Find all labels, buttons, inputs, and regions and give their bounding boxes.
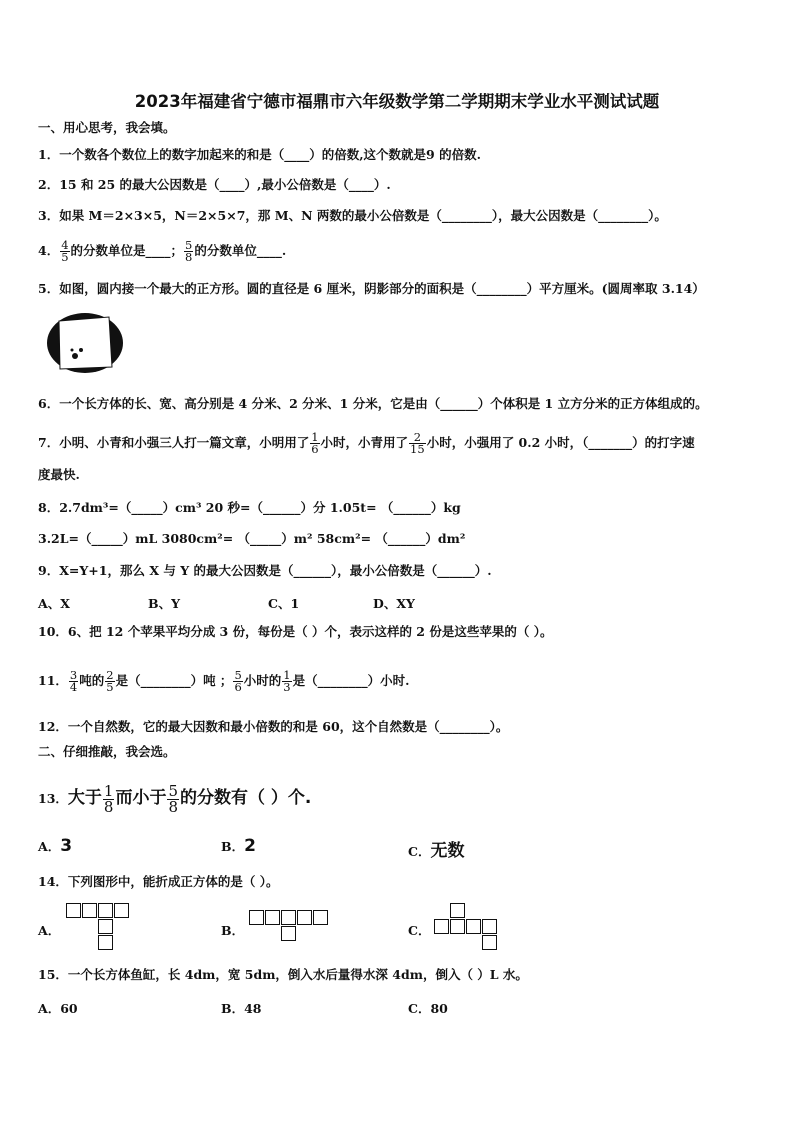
question-11: 11． $\frac{3}{4}$ 吨的 $\frac{2}{5}$ 是（________）吨 ； $\frac{5}{6}$ 小时的 $\frac{1}{3}$ 是（________）小时. xyxy=(38,668,410,694)
section-heading-choice: 二、仔细推敲，我会选。 xyxy=(38,744,176,759)
fraction: $\frac{3}{4}$ xyxy=(69,668,78,694)
fraction: $\frac{1}{6}$ xyxy=(311,430,319,456)
option-a: A． xyxy=(38,923,61,938)
option-b: B． xyxy=(221,923,245,938)
question-13: 13．大于 $\frac{1}{8}$ 而小于 $\frac{5}{8}$ 的分数有（ ）个. xyxy=(38,782,312,816)
question-12: 12．一个自然数，它的最大因数和最小倍数的和是 60，这个自然数是（________）。 xyxy=(38,719,509,734)
question-7-continued: 度最快. xyxy=(38,467,80,482)
question-9: 9．X=Y+1，那么 X 与 Y 的最大公因数是（______），最小公倍数是（______）. xyxy=(38,563,492,578)
question-14: 14．下列图形中，能折成正方体的是（ ）。 xyxy=(38,874,279,889)
option-c: C、1 xyxy=(268,596,300,611)
question-7: 7．小明、小青和小强三人打一篇文章，小明用了 $\frac{1}{6}$ 小时，小青用了 $\frac{2}{15}$ 小时，小强用了 0.2 小时，（_______）的打字速 xyxy=(38,430,695,456)
question-8-line2: 3.2L=（_____）mL 3080cm²= （_____）m² 58cm²= （______）dm² xyxy=(38,531,466,546)
question-6: 6．一个长方体的长、宽、高分别是 4 分米、2 分米、1 分米，它是由（______）个体积是 1 立方分米的正方体组成的。 xyxy=(38,396,708,411)
option-b: B．48 xyxy=(221,1001,262,1016)
question-4: 4． $\frac{4}{5}$ 的分数单位是____； $\frac{5}{8}$ 的分数单位____. xyxy=(38,238,287,264)
option-a: A、X xyxy=(38,596,70,611)
question-10: 10．6、把 12 个苹果平均分成 3 份，每份是（ ）个，表示这样的 2 份是这些苹果的（ ）。 xyxy=(38,624,553,639)
fraction: $\frac{2}{5}$ xyxy=(106,668,114,694)
option-c: C．无数 xyxy=(408,841,465,861)
question-number: 4． xyxy=(38,243,60,258)
fraction: $\frac{4}{5}$ xyxy=(61,238,69,264)
option-b: B、Y xyxy=(148,596,180,611)
question-1: 1．一个数各个数位上的数字加起来的和是（____）的倍数,这个数就是9 的倍数. xyxy=(38,147,481,162)
page-title: 2023年福建省宁德市福鼎市六年级数学第二学期期末学业水平测试试题 xyxy=(134,92,660,111)
option-c: C．80 xyxy=(408,1001,448,1016)
question-8-line1: 8．2.7dm³=（_____）cm³ 20 秒=（______）分 1.05t= （______）kg xyxy=(38,500,461,515)
option-c: C． xyxy=(408,923,431,938)
option-d: D、XY xyxy=(373,596,415,611)
question-15: 15．一个长方体鱼缸，长 4dm，宽 5dm，倒入水后量得水深 4dm，倒入（ ）L 水。 xyxy=(38,967,528,982)
fraction: $\frac{5}{8}$ xyxy=(168,782,178,816)
option-b: B．2 xyxy=(221,836,256,856)
section-heading-fill: 一、用心思考，我会填。 xyxy=(38,120,176,135)
question-5: 5．如图，圆内接一个最大的正方形。圆的直径是 6 厘米，阴影部分的面积是（________）平方厘米。(圆周率取 3.14） xyxy=(38,281,705,296)
fraction: $\frac{1}{8}$ xyxy=(103,782,114,816)
option-a: A．3 xyxy=(38,836,73,856)
question-3: 3．如果 M＝2×3×5，N＝2×5×7，那 M、N 两数的最小公倍数是（________），最大公因数是（________）。 xyxy=(38,208,667,223)
question-2: 2．15 和 25 的最大公因数是（____）,最小公倍数是（____）. xyxy=(38,177,391,192)
fraction: $\frac{1}{3}$ xyxy=(283,668,291,694)
fraction: $\frac{2}{15}$ xyxy=(410,430,425,456)
circle-square-figure xyxy=(45,312,125,374)
fraction: $\frac{5}{8}$ xyxy=(185,238,193,264)
option-a: A．60 xyxy=(38,1001,78,1016)
fraction: $\frac{5}{6}$ xyxy=(234,668,242,694)
